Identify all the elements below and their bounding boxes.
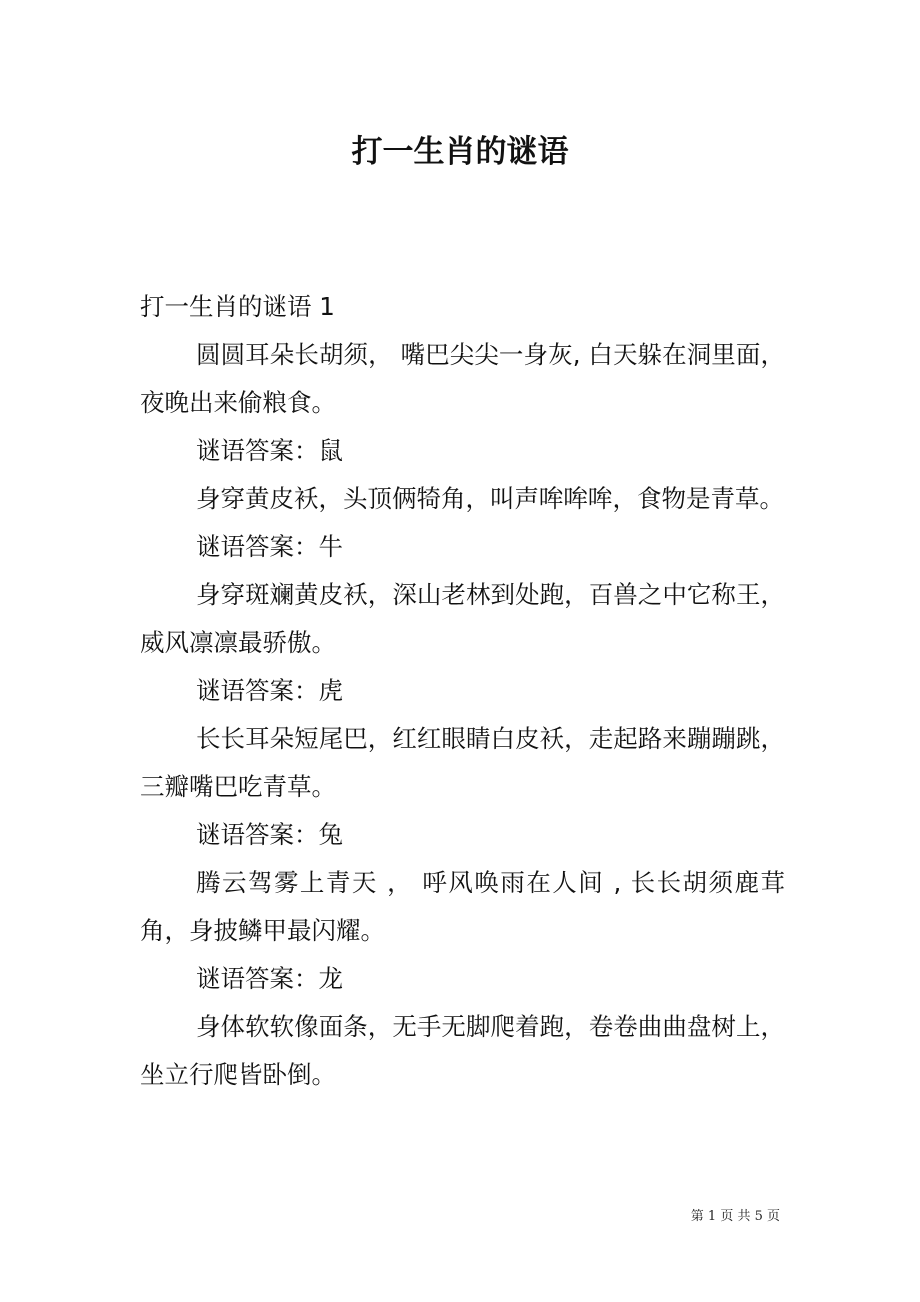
riddle-question: 长长耳朵短尾巴，红红眼睛白皮袄，走起路来蹦蹦跳，三瓣嘴巴吃青草。 (140, 724, 785, 801)
riddle-question: 圆圆耳朵长胡须， 嘴巴尖尖一身灰, 白天躲在洞里面，夜晚出来偷粮食。 (140, 340, 785, 417)
riddle-answer: 谜语答案：牛 (196, 532, 343, 561)
riddle-answer: 谜语答案：龙 (196, 964, 343, 993)
riddle-answer: 谜语答案：兔 (196, 820, 343, 849)
riddle-question: 身穿斑斓黄皮袄，深山老林到处跑，百兽之中它称王，威风凛凛最骄傲。 (140, 580, 785, 657)
riddle-question: 身穿黄皮袄，头顶俩犄角，叫声哞哞哞，食物是青草。 (196, 484, 784, 513)
page-number: 第 1 页 共 5 页 (690, 1209, 780, 1224)
document-title: 打一生肖的谜语 (351, 134, 569, 170)
riddle-question: 腾云驾雾上青天 ， 呼风唤雨在人间 , 长长胡须鹿茸角，身披鳞甲最闪耀。 (140, 868, 785, 945)
riddle-question: 身体软软像面条，无手无脚爬着跑，卷卷曲曲盘树上， 坐立行爬皆卧倒。 (140, 1012, 785, 1089)
riddle-answer: 谜语答案：鼠 (196, 436, 343, 465)
document-body (140, 283, 785, 1099)
section-heading: 打一生肖的谜语 1 (140, 292, 335, 321)
riddle-answer: 谜语答案：虎 (196, 676, 343, 705)
